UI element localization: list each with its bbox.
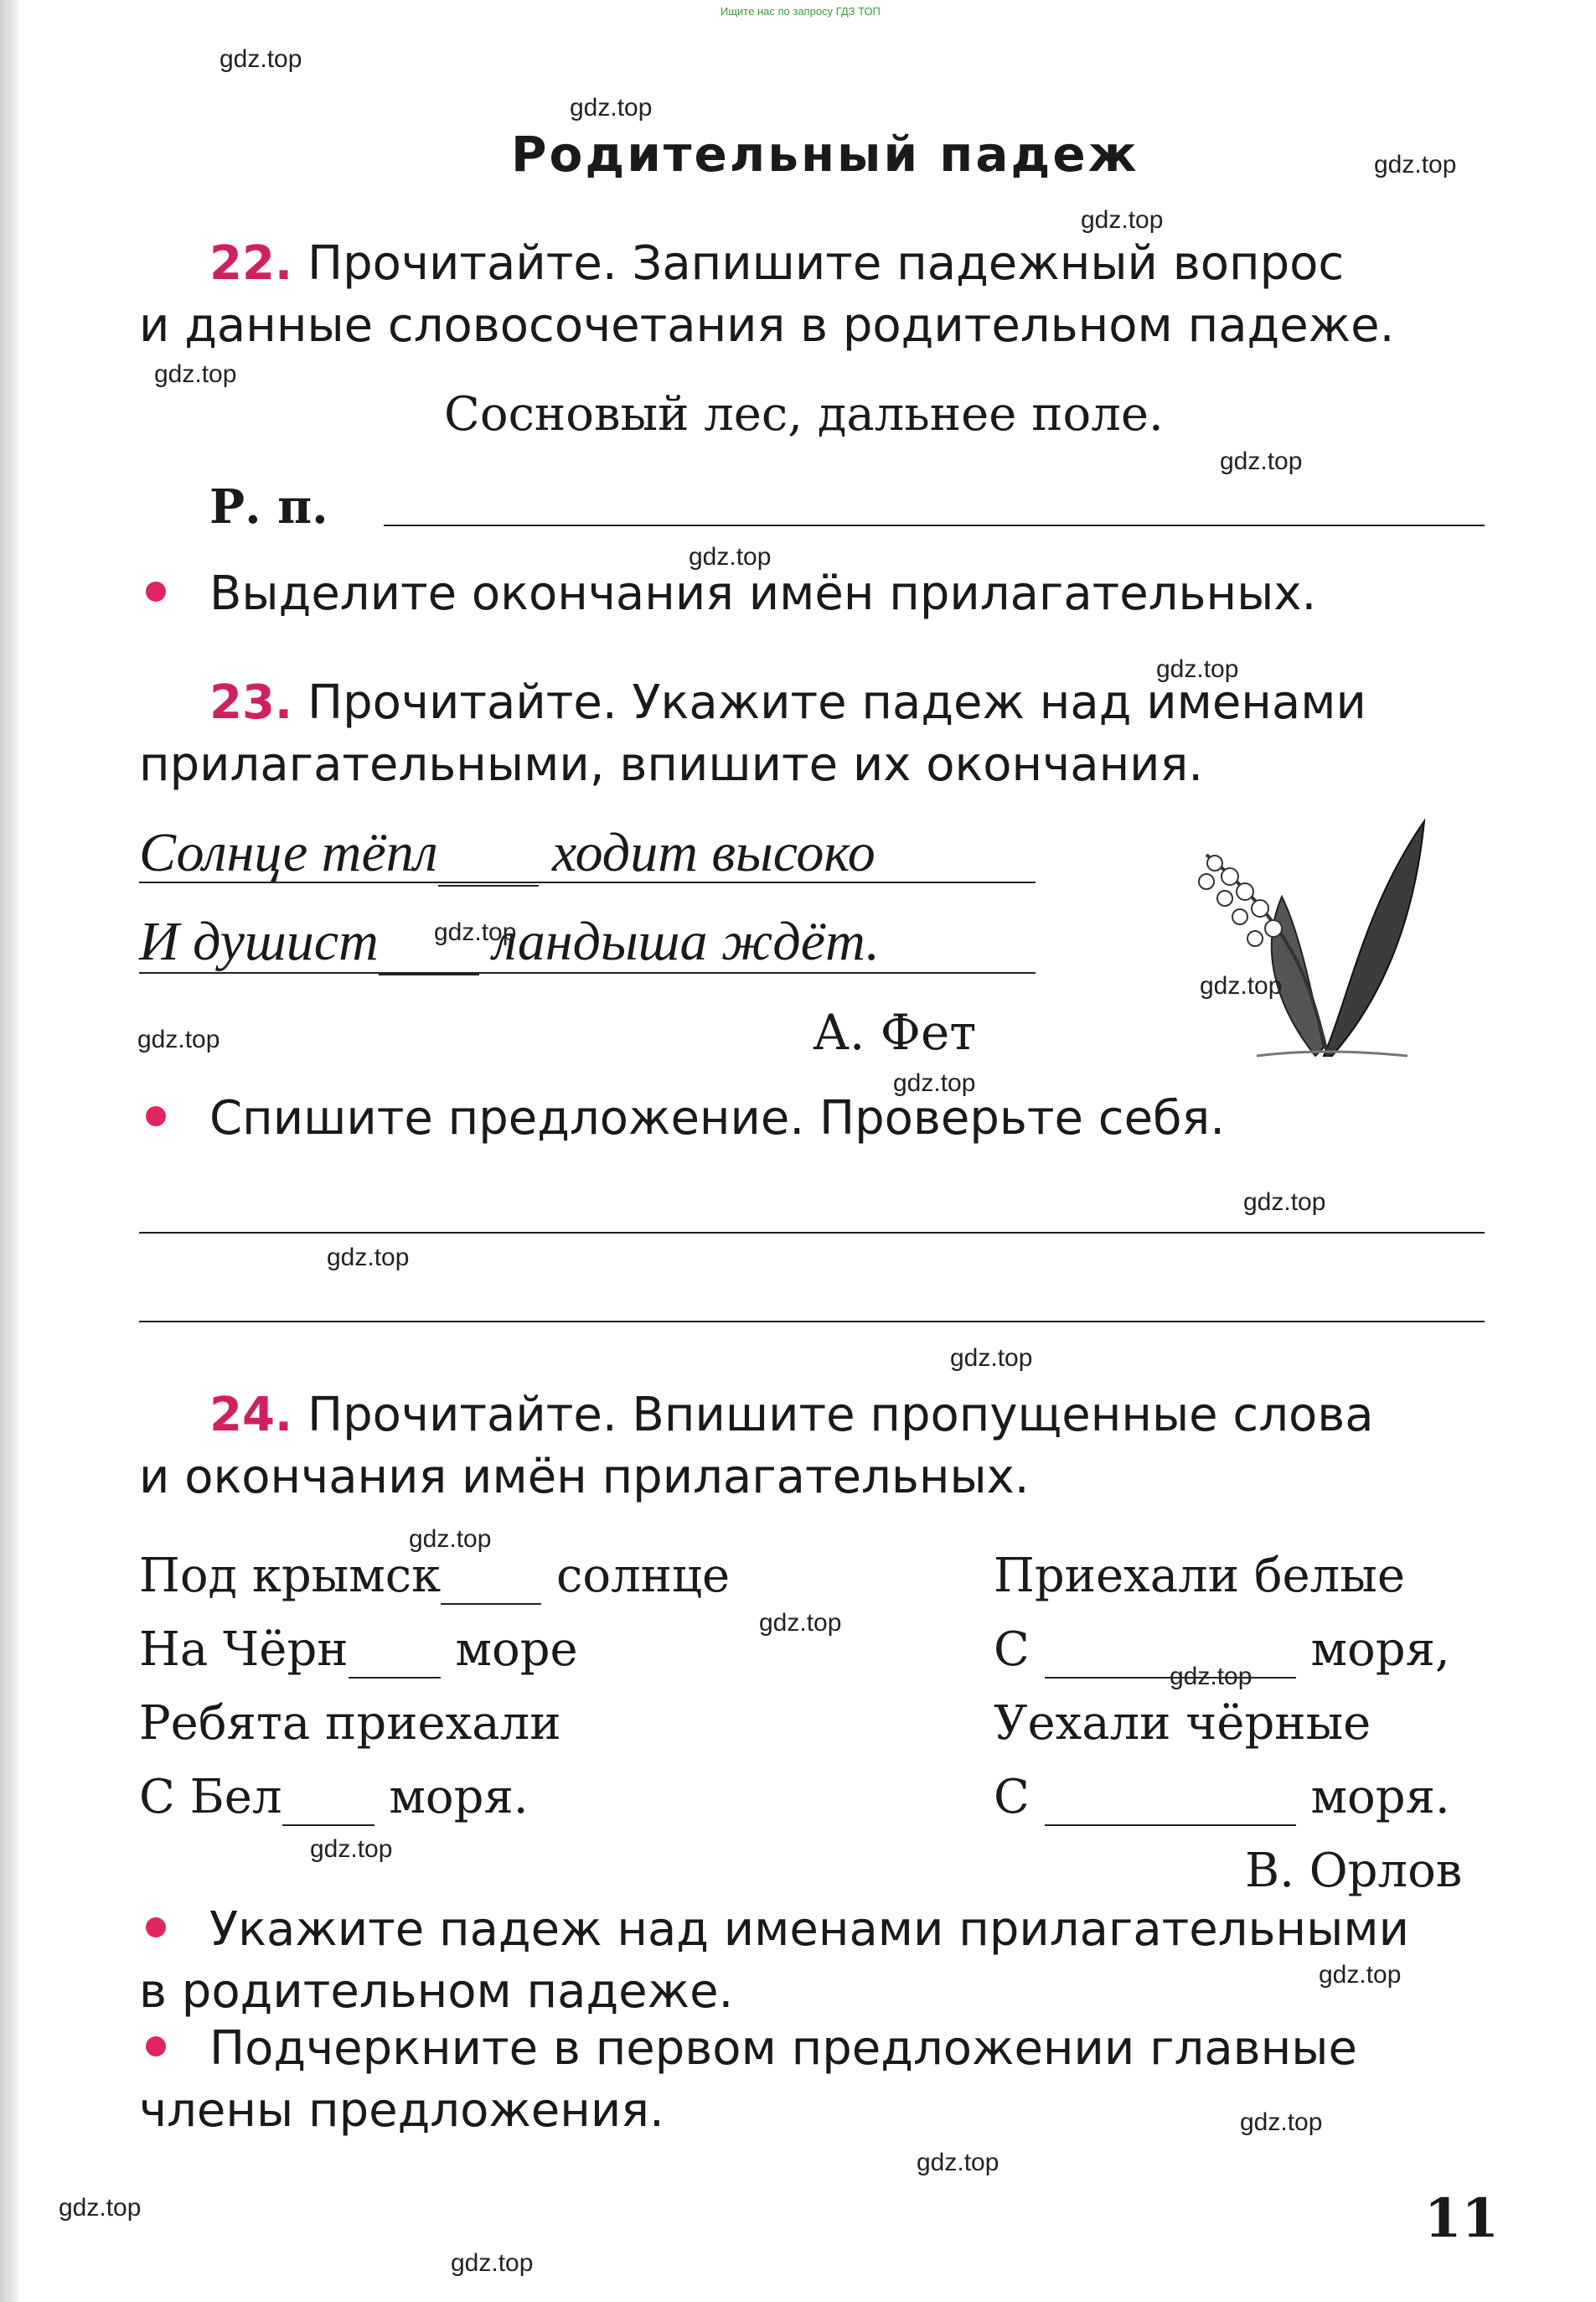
ex22-line1: 22. Прочитайте. Запишите падежный вопрос (209, 236, 1345, 291)
watermark: gdz.top (689, 543, 772, 571)
watermark: gdz.top (137, 1026, 220, 1053)
watermark: gdz.top (451, 2249, 534, 2277)
watermark: gdz.top (1156, 655, 1239, 683)
ex23-line1: 23. Прочитайте. Укажите падеж над именами (209, 675, 1366, 730)
ex23-poem-line1: Солнце тёпл ходит высоко (139, 821, 875, 887)
ex22-answer-line[interactable] (384, 525, 1485, 526)
ex24-left-line2: На Чёрн море (139, 1622, 578, 1677)
ex24-left-line1: Под крымск солнце (139, 1549, 731, 1603)
watermark: gdz.top (310, 1835, 393, 1863)
watermark: gdz.top (1200, 972, 1283, 1000)
ex24-right-line2: С моря, (994, 1622, 1450, 1677)
ex24-right-line1: Приехали белые (994, 1549, 1405, 1603)
ex24-blank[interactable] (282, 1770, 374, 1826)
watermark: gdz.top (1170, 1663, 1253, 1690)
ex23-answer-line-2[interactable] (139, 1321, 1485, 1322)
ex23-answer-line-1[interactable] (139, 1232, 1485, 1234)
bullet-icon (146, 1917, 166, 1937)
ex24-blank[interactable] (1045, 1770, 1296, 1826)
ex24-blank[interactable] (441, 1549, 541, 1605)
watermark: gdz.top (917, 2149, 999, 2176)
ex22-task: Выделите окончания имён прилагательных. (209, 566, 1317, 621)
ex23-author: А. Фет (813, 1004, 977, 1061)
ex24-task2-line1: Подчеркните в первом предложении главные (209, 2021, 1357, 2076)
ex24-left-line4: С Бел моря. (139, 1770, 529, 1824)
watermark: gdz.top (1081, 206, 1164, 234)
ex24-number: 24. (209, 1388, 293, 1442)
watermark: gdz.top (1374, 151, 1457, 178)
ex24-blank[interactable] (349, 1622, 441, 1679)
page-edge-shadow (0, 0, 18, 2302)
watermark: gdz.top (409, 1525, 492, 1553)
ex22-phrases: Сосновый лес, дальнее поле. (444, 387, 1164, 442)
bullet-icon (146, 2036, 166, 2056)
ex24-right-line3: Уехали чёрные (994, 1696, 1371, 1751)
watermark: gdz.top (154, 360, 237, 388)
ex22-case-label: Р. п. (209, 479, 328, 535)
ex23-poem-line2: И душист ландыша ждёт. (139, 910, 880, 975)
watermark: gdz.top (1319, 1961, 1402, 1989)
ex24-task1-line2: в родительном падеже. (139, 1964, 734, 2019)
watermark: gdz.top (434, 918, 517, 946)
watermark: gdz.top (1243, 1188, 1326, 1216)
watermark: gdz.top (327, 1244, 410, 1271)
watermark: gdz.top (220, 45, 302, 73)
ex23-blank-1[interactable] (438, 821, 539, 887)
ex24-left-line3: Ребята приехали (139, 1696, 561, 1751)
ex24-line2: и окончания имён прилагательных. (139, 1450, 1030, 1504)
ex24-line1: 24. Прочитайте. Впишите пропущенные слова (209, 1388, 1374, 1442)
watermark: gdz.top (59, 2194, 142, 2222)
ex23-line-rule-2 (139, 972, 1036, 974)
watermark: gdz.top (893, 1069, 976, 1097)
bullet-icon (146, 1106, 166, 1126)
bullet-icon (146, 582, 166, 602)
page-number: 11 (1424, 2187, 1500, 2250)
ex24-task1-line1: Укажите падеж над именами прилагательными (209, 1902, 1409, 1957)
watermark: gdz.top (759, 1609, 842, 1637)
top-notice: Ищите нас по запросу ГДЗ ТОП (721, 5, 881, 18)
ex24-right-line4: С моря. (994, 1770, 1450, 1824)
page-title: Родительный падеж (511, 126, 1139, 183)
ex24-task2-line2: члены предложения. (139, 2083, 664, 2138)
watermark: gdz.top (950, 1344, 1033, 1372)
ex24-author: В. Орлов (1245, 1844, 1463, 1898)
ex23-line2: прилагательными, впишите их окончания. (139, 737, 1204, 792)
ex23-line-rule-1 (139, 882, 1036, 883)
watermark: gdz.top (570, 94, 653, 122)
ex23-number: 23. (209, 675, 293, 730)
lily-of-the-valley-illustration (1156, 804, 1433, 1073)
watermark: gdz.top (1220, 447, 1303, 475)
ex22-line2: и данные словосочетания в родительном падеже. (139, 298, 1395, 353)
ex22-number: 22. (209, 236, 293, 291)
ex23-task: Спишите предложение. Проверьте себя. (209, 1091, 1226, 1146)
watermark: gdz.top (1240, 2108, 1323, 2136)
